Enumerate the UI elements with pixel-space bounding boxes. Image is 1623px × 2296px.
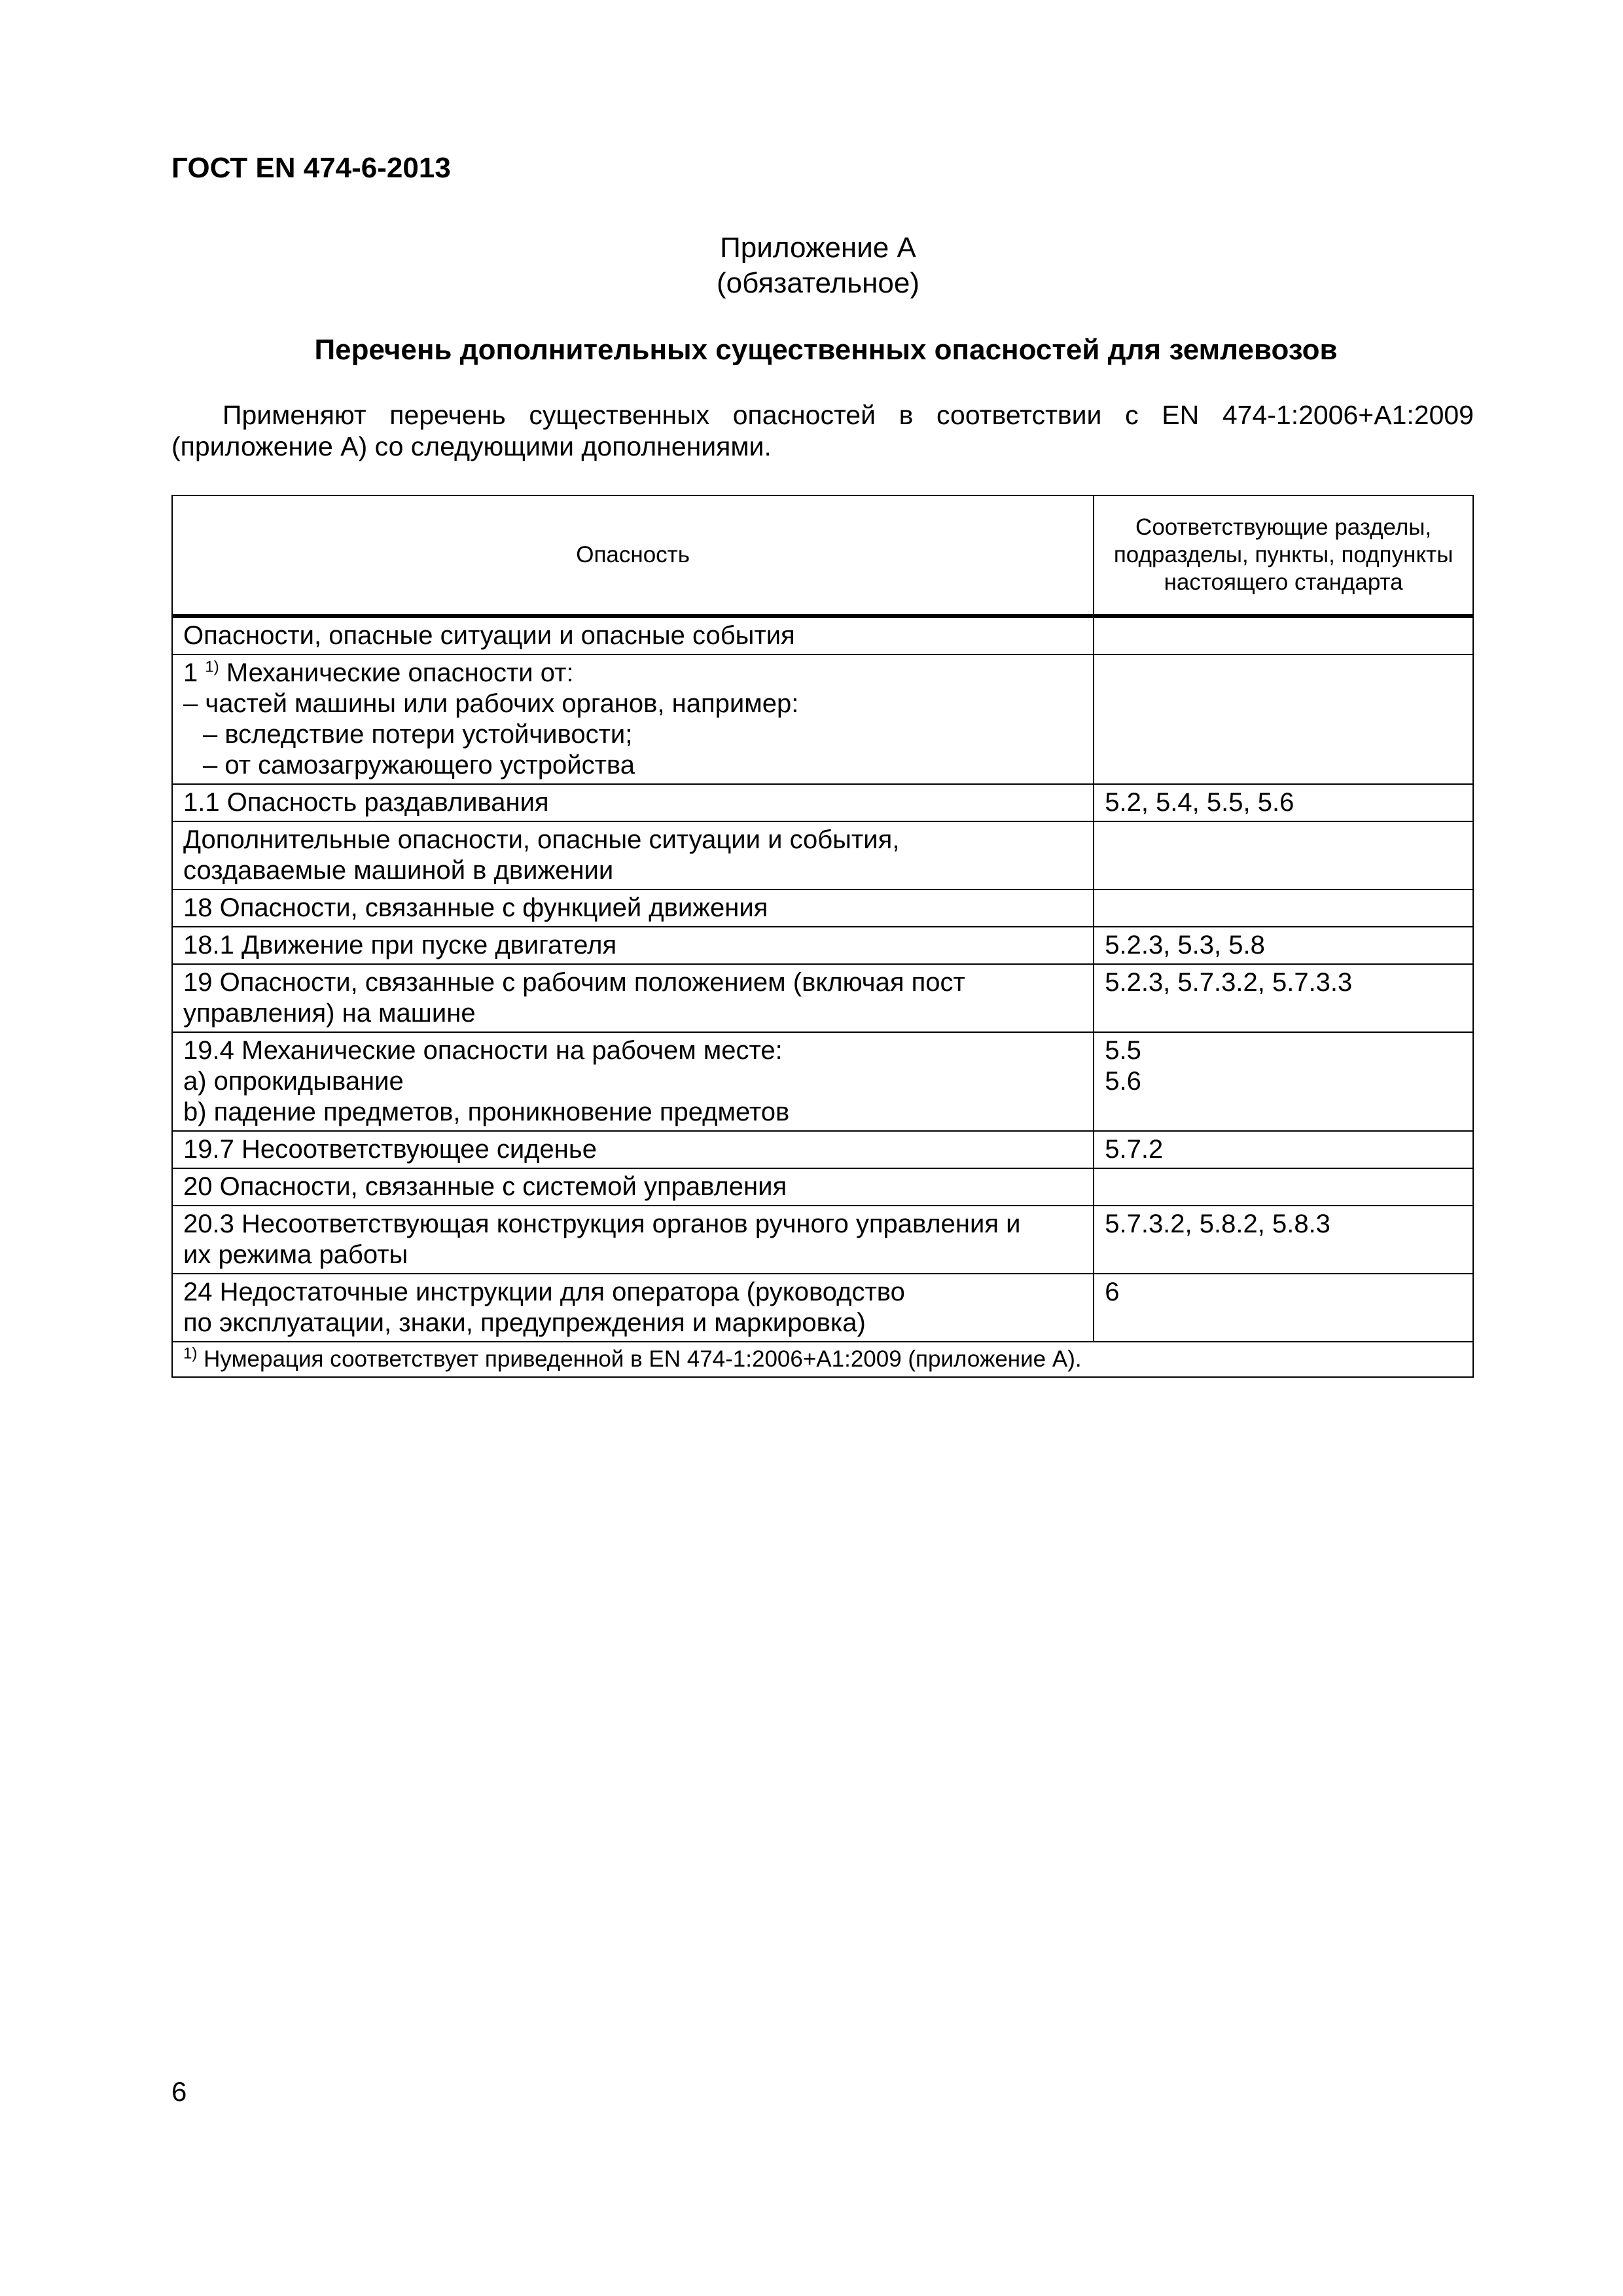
hazard-cell: 1.1 Опасность раздавливания — [172, 784, 1094, 821]
hazard-line: b) падение предметов, проникновение предметов — [183, 1098, 790, 1126]
hazard-cell: 20 Опасности, связанные с системой управления — [172, 1168, 1094, 1206]
reference-cell: 5.2, 5.4, 5.5, 5.6 — [1094, 784, 1473, 821]
hazard-subitem: – частей машины или рабочих органов, например: — [183, 689, 799, 718]
hazard-cell: 18.1 Движение при пуске двигателя — [172, 927, 1094, 964]
hazard-line: 19 Опасности, связанные с рабочим положением (включая пост — [183, 968, 965, 997]
page-number: 6 — [171, 2076, 187, 2107]
annex-heading: Перечень дополнительных существенных опасностей для землевозов — [314, 334, 1338, 366]
hazard-line: управления) на машине — [183, 999, 476, 1028]
column-header-references: Соответствующие разделы, подразделы, пункты, подпункты настоящего стандарта — [1094, 495, 1473, 616]
hazard-cell — [172, 1274, 1094, 1342]
hazard-line: их режима работы — [183, 1240, 408, 1269]
hazard-cell — [172, 655, 1094, 784]
table-row — [172, 889, 1473, 927]
reference-cell — [1094, 655, 1473, 784]
reference-cell — [1094, 1032, 1473, 1131]
hazard-cell — [172, 821, 1094, 889]
table-row — [172, 964, 1473, 1032]
table-footnote — [172, 1342, 1473, 1377]
reference-cell: 6 — [1094, 1274, 1473, 1342]
reference-cell — [1094, 616, 1473, 655]
table-row — [172, 616, 1473, 655]
annex-title: Приложение А — [720, 232, 916, 264]
table-row — [172, 1274, 1473, 1342]
document-code: ГОСТ EN 474-6-2013 — [171, 152, 451, 184]
hazard-cell — [172, 964, 1094, 1032]
hazard-line: Дополнительные опасности, опасные ситуации и события, — [183, 825, 900, 854]
table-row — [172, 821, 1473, 889]
hazard-number: 1 — [183, 658, 198, 687]
hazard-subitem: – от самозагружающего устройства — [203, 751, 635, 780]
hazard-cell: Опасности, опасные ситуации и опасные события — [172, 616, 1094, 655]
annex-title-block — [0, 230, 1623, 301]
hazard-line: 24 Недостаточные инструкции для оператора (руководство — [183, 1278, 905, 1306]
table-row — [172, 927, 1473, 964]
hazard-cell — [172, 1032, 1094, 1131]
hazard-line: 19.4 Механические опасности на рабочем месте: — [183, 1036, 783, 1065]
reference-line: 5.5 — [1105, 1036, 1141, 1065]
reference-line: 5.6 — [1105, 1067, 1141, 1096]
hazard-line: а) опрокидывание — [183, 1067, 404, 1096]
table-header-row — [172, 495, 1473, 616]
hazard-subitem: – вследствие потери устойчивости; — [203, 720, 633, 749]
reference-cell — [1094, 889, 1473, 927]
hazard-line: 20.3 Несоответствующая конструкция органов ручного управления и — [183, 1210, 1021, 1238]
table-row — [172, 655, 1473, 784]
reference-cell: 5.7.2 — [1094, 1131, 1473, 1168]
annex-status: (обязательное) — [716, 267, 920, 299]
footnote-text: Нумерация соответствует приведенной в EN 474-1:2006+A1:2009 (приложение А). — [197, 1346, 1082, 1372]
hazards-table — [171, 495, 1474, 1378]
reference-cell: 5.2.3, 5.3, 5.8 — [1094, 927, 1473, 964]
table-row — [172, 1131, 1473, 1168]
table-row — [172, 1032, 1473, 1131]
reference-cell — [1094, 1168, 1473, 1206]
table-footnote-row — [172, 1342, 1473, 1377]
hazard-line: по эксплуатации, знаки, предупреждения и маркировка) — [183, 1308, 866, 1337]
column-header-hazard: Опасность — [172, 495, 1094, 616]
table-row — [172, 1168, 1473, 1206]
footnote-marker: 1) — [183, 1344, 198, 1363]
hazard-cell — [172, 1206, 1094, 1274]
reference-cell — [1094, 821, 1473, 889]
hazard-line: создаваемые машиной в движении — [183, 856, 614, 885]
reference-cell: 5.7.3.2, 5.8.2, 5.8.3 — [1094, 1206, 1473, 1274]
footnote-marker: 1) — [205, 658, 219, 676]
hazard-line — [183, 658, 1082, 689]
table-row — [172, 784, 1473, 821]
hazard-text: Механические опасности от: — [219, 658, 574, 687]
reference-cell: 5.2.3, 5.7.3.2, 5.7.3.3 — [1094, 964, 1473, 1032]
hazard-cell: 18 Опасности, связанные с функцией движения — [172, 889, 1094, 927]
hazard-cell: 19.7 Несоответствующее сиденье — [172, 1131, 1094, 1168]
intro-paragraph: Применяют перечень существенных опасностей в соответствии с EN 474-1:2006+A1:2009 (приложение А) со следующими дополнениями. — [171, 400, 1474, 461]
table-row — [172, 1206, 1473, 1274]
